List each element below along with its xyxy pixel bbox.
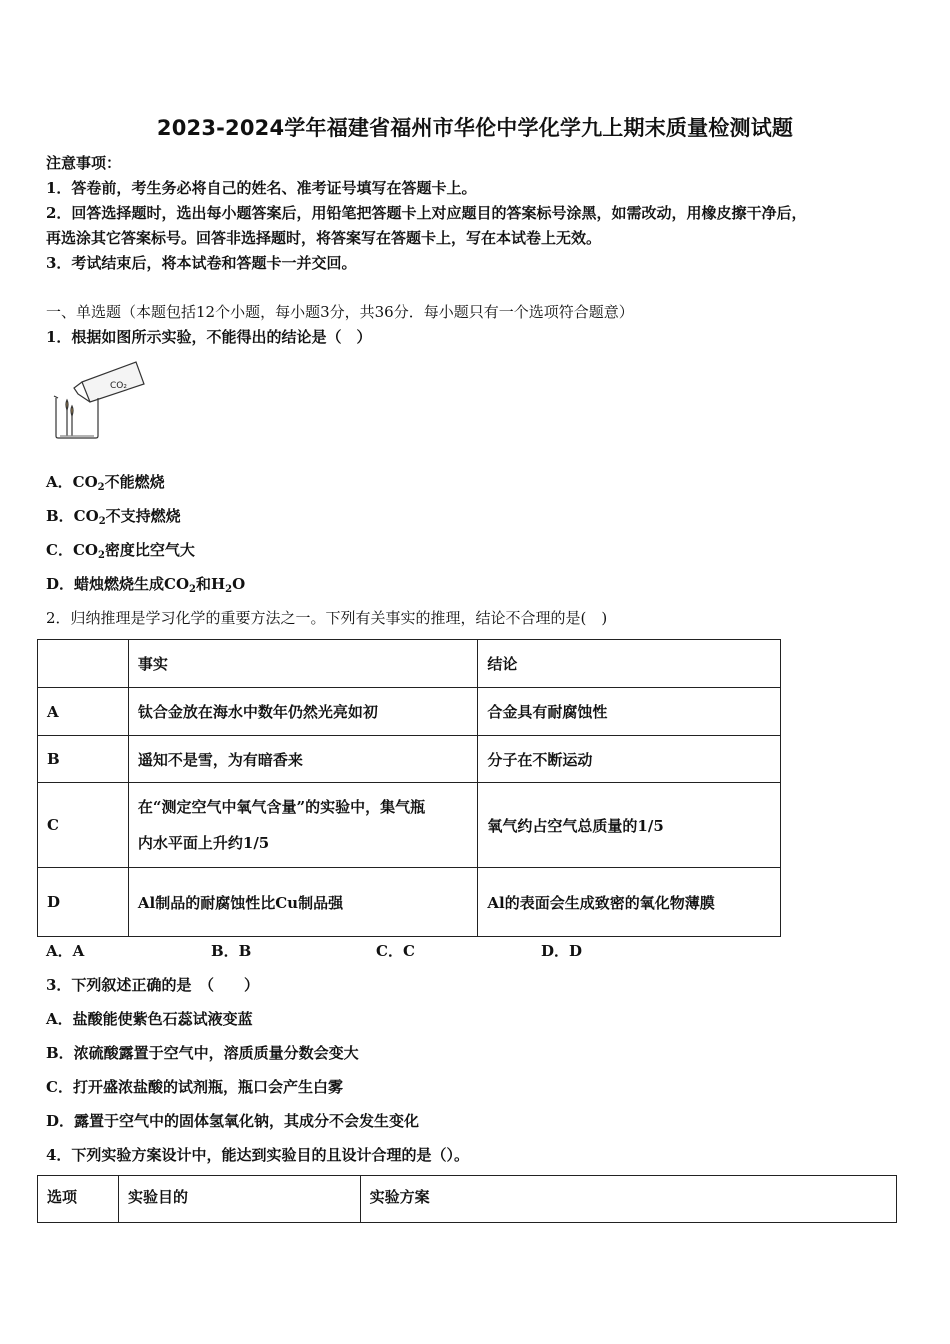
section-heading: 一、单选题（本题包括12个小题，每小题3分，共36分．每小题只有一个选项符合题意） <box>46 303 634 321</box>
row-label: B <box>38 736 129 783</box>
q1-option-c: C．$CO_2$密度比空气大 <box>46 541 195 561</box>
notice-item-2: 2．回答选择题时，选出每小题答案后，用铅笔把答题卡上对应题目的答案标号涂黑，如需改动，用橡皮擦干净后， <box>46 204 807 222</box>
row-label: D <box>38 868 129 937</box>
table-row <box>38 688 781 736</box>
notice-item-3: 3．考试结束后，将本试卷和答题卡一并交回。 <box>46 254 357 272</box>
table-row <box>38 868 781 937</box>
row-fact-line: 在“测定空气中氧气含量”的实验中，集气瓶 <box>137 798 426 816</box>
table-header-cell: 结论 <box>478 640 781 688</box>
q2-table <box>37 639 781 937</box>
row-conclusion: 合金具有耐腐蚀性 <box>478 688 781 736</box>
table-header-cell <box>38 640 129 688</box>
table-header-row <box>38 1176 897 1223</box>
q3-option-c: C．打开盛浓盐酸的试剂瓶，瓶口会产生白雾 <box>46 1078 343 1096</box>
co2-label: CO₂ <box>110 381 127 391</box>
row-fact-line: 内水平面上升约1/5 <box>137 834 270 852</box>
notice-item-2-cont: 再选涂其它答案标号。回答非选择题时，将答案写在答题卡上，写在本试卷上无效。 <box>46 229 602 247</box>
q1-option-a: A．$CO_2$不能燃烧 <box>46 473 165 493</box>
q3-option-a: A．盐酸能使紫色石蕊试液变蓝 <box>46 1010 253 1028</box>
row-fact <box>128 783 478 868</box>
beaker-candle-icon <box>52 358 152 442</box>
table-row <box>38 783 781 868</box>
q2-choice-c: C．C <box>376 942 415 960</box>
q3-option-d: D．露置于空气中的固体氢氧化钠，其成分不会发生变化 <box>46 1112 420 1130</box>
q2-choice-b: B．B <box>211 942 252 960</box>
row-fact: 遥知不是雪，为有暗香来 <box>128 736 478 783</box>
row-conclusion: Al的表面会生成致密的氧化物薄膜 <box>478 868 781 937</box>
table-header-row <box>38 640 781 688</box>
q1-option-b: B．$CO_2$不支持燃烧 <box>46 507 181 527</box>
q4-table <box>37 1175 897 1223</box>
q3-stem: 3．下列叙述正确的是 （ ） <box>46 976 259 994</box>
table-header-cell: 实验目的 <box>118 1176 360 1223</box>
row-fact: 钛合金放在海水中数年仍然光亮如初 <box>128 688 478 736</box>
page-title: 2023-2024学年福建省福州市华伦中学化学九上期末质量检测试题 <box>156 116 794 140</box>
q1-stem: 1．根据如图所示实验，不能得出的结论是（ ） <box>46 328 372 346</box>
q1-option-d: D．蜡烛燃烧生成$CO_2$和$H_2O$ <box>46 575 246 595</box>
q2-choice-d: D．D <box>541 942 583 960</box>
q2-stem: 2．归纳推理是学习化学的重要方法之一。下列有关事实的推理，结论不合理的是( ) <box>46 609 608 627</box>
row-label: A <box>38 688 129 736</box>
q2-choice-a: A．A <box>46 942 85 960</box>
q4-stem: 4．下列实验方案设计中，能达到实验目的且设计合理的是（）。 <box>46 1146 469 1164</box>
table-row <box>38 736 781 783</box>
table-header-cell: 实验方案 <box>360 1176 896 1223</box>
row-conclusion: 氧气约占空气总质量的1/5 <box>478 783 781 868</box>
notice-heading: 注意事项： <box>46 154 122 172</box>
co2-experiment-figure <box>52 358 152 446</box>
notice-item-1: 1．答卷前，考生务必将自己的姓名、准考证号填写在答题卡上。 <box>46 179 477 197</box>
table-header-cell: 选项 <box>38 1176 119 1223</box>
row-label: C <box>38 783 129 868</box>
table-header-cell: 事实 <box>128 640 478 688</box>
row-fact: Al制品的耐腐蚀性比Cu制品强 <box>128 868 478 937</box>
q3-option-b: B．浓硫酸露置于空气中，溶质质量分数会变大 <box>46 1044 359 1062</box>
row-conclusion: 分子在不断运动 <box>478 736 781 783</box>
